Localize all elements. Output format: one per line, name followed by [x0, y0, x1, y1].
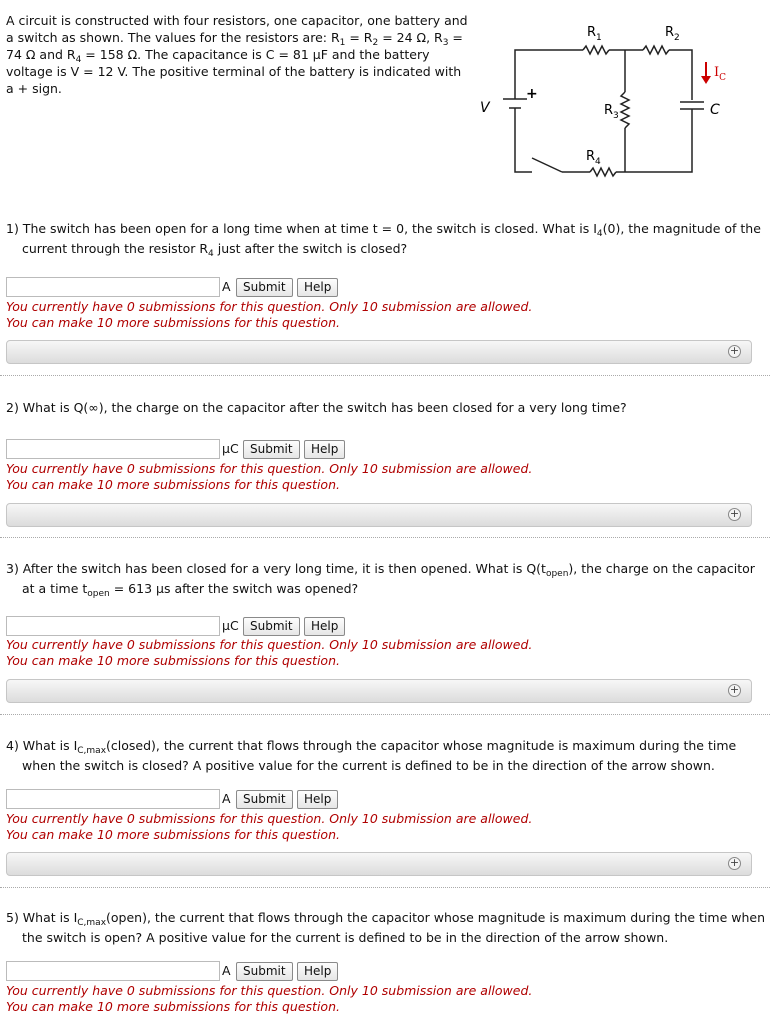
circuit-diagram — [470, 12, 770, 192]
separator — [0, 714, 770, 715]
help-button-1[interactable]: Help — [297, 278, 338, 297]
submit-button-2[interactable]: Submit — [243, 440, 300, 459]
label-ic: $I_C$ — [714, 65, 727, 83]
expand-icon[interactable]: + — [729, 507, 740, 520]
question-4-text: 4) What is $I_{C,max}(closed)$, the current that flows through the capacitor whose magnitude is maximum during the time when the switch is closed? A positive value for the current is defined to be in the direction of the arrow shown. — [6, 738, 737, 773]
intro-sub: 2 — [372, 38, 379, 48]
unit-label-1: A — [222, 279, 231, 294]
unit-label-2: μC — [222, 441, 239, 456]
intro-sub: 4 — [75, 55, 82, 65]
answer-input-3[interactable] — [6, 616, 220, 636]
switch — [532, 158, 562, 172]
intro-sub: 1 — [339, 38, 346, 48]
intro-text: = 74 Ω and R — [6, 30, 463, 62]
answer-input-5[interactable] — [6, 961, 220, 981]
remaining-note-5: You can make 10 more submissions for this question. — [6, 999, 340, 1014]
unit-label-5: A — [222, 963, 231, 978]
remaining-note-4: You can make 10 more submissions for this question. — [6, 827, 340, 842]
problem-intro — [6, 12, 471, 97]
label-r3: $R_3$ — [604, 103, 619, 121]
current-arrow — [701, 62, 711, 84]
answer-input-2[interactable] — [6, 439, 220, 459]
question-3-text: 3) After the switch has been closed for a very long time, it is then opened. What is $Q(t_{open})$, the charge on the capacitor at a time $t_{open} = 613$ μs after the switch was opened? — [6, 561, 755, 599]
resistor-r3 — [621, 92, 629, 128]
remaining-note-1: You can make 10 more submissions for this question. — [6, 315, 340, 330]
hint-bar-2[interactable] — [6, 503, 752, 527]
separator — [0, 375, 770, 376]
label-plus: + — [526, 86, 538, 102]
label-c: C — [710, 102, 720, 118]
submission-note-4: You currently have 0 submissions for this question. Only 10 submission are allowed. — [6, 811, 533, 826]
help-button-2[interactable]: Help — [304, 440, 345, 459]
submit-button-3[interactable]: Submit — [243, 617, 300, 636]
unit-label-4: A — [222, 791, 231, 806]
answer-input-1[interactable] — [6, 277, 220, 297]
submit-button-5[interactable]: Submit — [236, 962, 293, 981]
help-button-3[interactable]: Help — [304, 617, 345, 636]
resistor-r4 — [590, 168, 616, 176]
submission-note-5: You currently have 0 submissions for this question. Only 10 submission are allowed. — [6, 983, 533, 998]
label-r4: $R_4$ — [586, 149, 601, 167]
submit-button-1[interactable]: Submit — [236, 278, 293, 297]
remaining-note-2: You can make 10 more submissions for this question. — [6, 477, 340, 492]
intro-text: = R — [345, 30, 373, 45]
submission-note-1: You currently have 0 submissions for this question. Only 10 submission are allowed. — [6, 299, 533, 314]
question-2-text: 2) What is Q(∞), the charge on the capacitor after the switch has been closed for a very long time? — [6, 400, 627, 415]
label-r1: $R_1$ — [587, 25, 602, 43]
label-v: V — [480, 100, 490, 116]
intro-text: = 24 Ω, R — [378, 30, 443, 45]
help-button-5[interactable]: Help — [297, 962, 338, 981]
question-5-text: 5) What is $I_{C,max}(open)$, the current that flows through the capacitor whose magnitude is maximum during the time when the switch is open? A positive value for the current is defined to be in the direction of the arrow shown. — [6, 910, 766, 945]
resistor-r1 — [583, 46, 609, 54]
hint-bar-4[interactable] — [6, 852, 752, 876]
submit-button-4[interactable]: Submit — [236, 790, 293, 809]
separator — [0, 537, 770, 538]
label-r2: $R_2$ — [665, 25, 680, 43]
expand-icon[interactable]: + — [729, 856, 740, 869]
intro-text: = 158 Ω. The capacitance is C = 81 μF and the battery voltage is V = 12 V. The positive terminal of the battery is indicated with a + sign. — [6, 47, 462, 96]
answer-input-4[interactable] — [6, 789, 220, 809]
intro-text: A circuit is constructed with four resistors, one capacitor, one battery and a switch as shown. The values for the resistors are: R — [6, 13, 468, 45]
question-1-text: 1) The switch has been open for a long time when at time t = 0, the switch is closed. What is $I_4(0)$, the magnitude of the current through the resistor $R_4$ just after the switch is closed? — [6, 221, 761, 259]
submission-note-3: You currently have 0 submissions for this question. Only 10 submission are allowed. — [6, 637, 533, 652]
remaining-note-3: You can make 10 more submissions for this question. — [6, 653, 340, 668]
resistor-r2 — [643, 46, 669, 54]
expand-icon[interactable]: + — [729, 683, 740, 696]
submission-note-2: You currently have 0 submissions for this question. Only 10 submission are allowed. — [6, 461, 533, 476]
separator — [0, 887, 770, 888]
intro-sub: 3 — [442, 38, 449, 48]
help-button-4[interactable]: Help — [297, 790, 338, 809]
hint-bar-1[interactable] — [6, 340, 752, 364]
hint-bar-3[interactable] — [6, 679, 752, 703]
expand-icon[interactable]: + — [729, 344, 740, 357]
unit-label-3: μC — [222, 618, 239, 633]
